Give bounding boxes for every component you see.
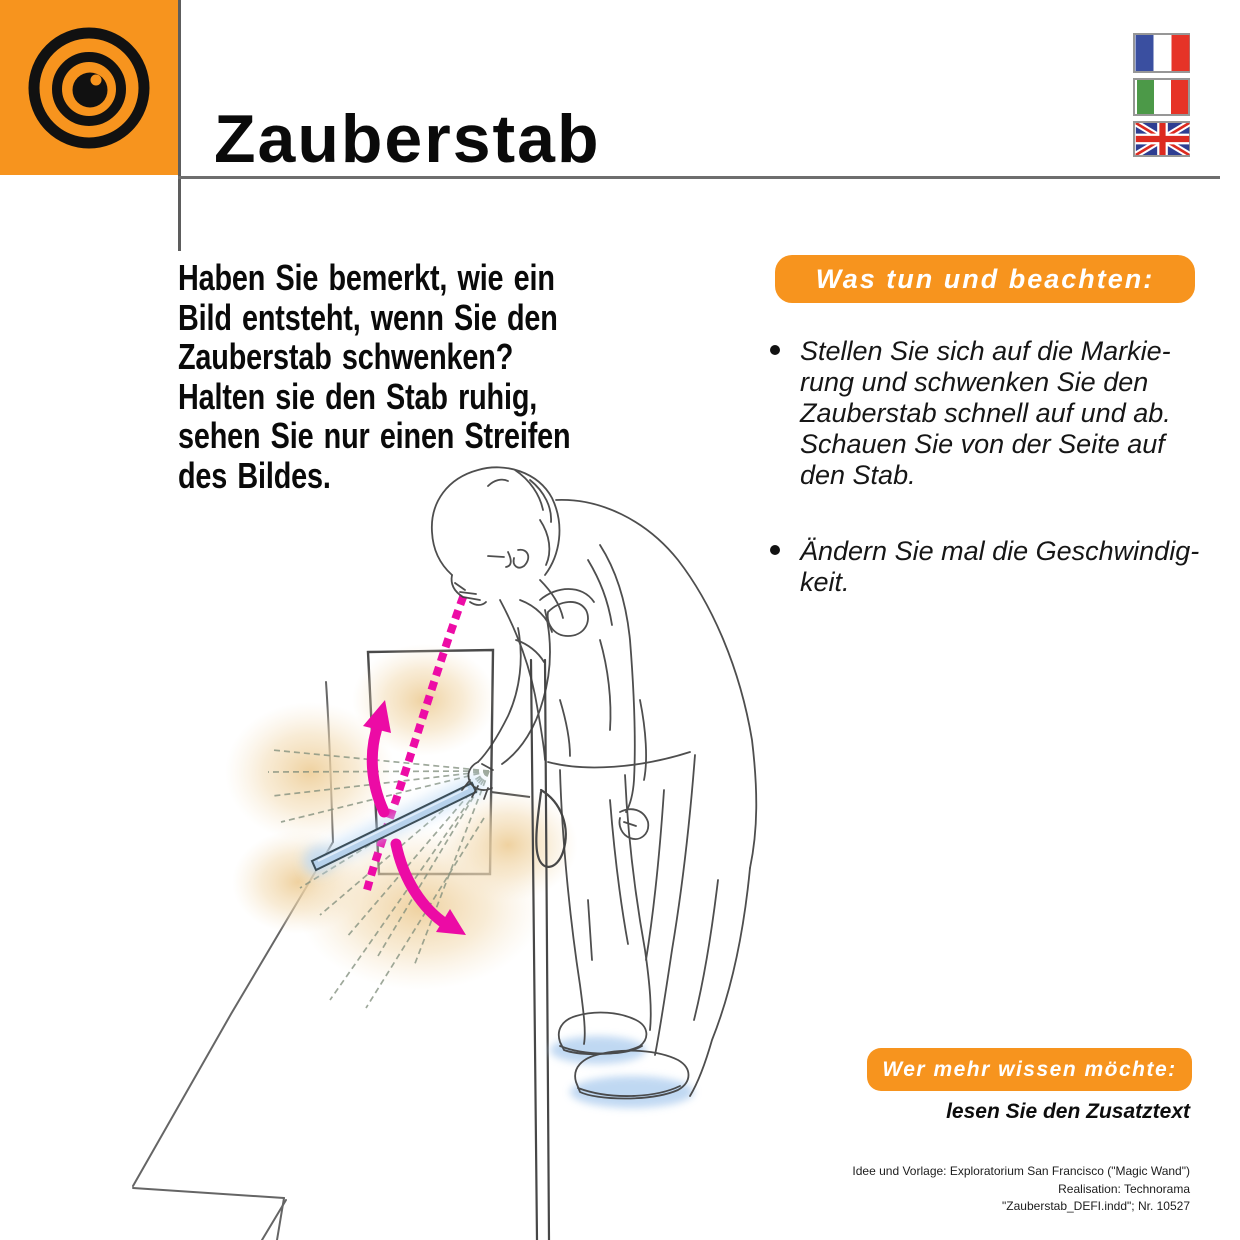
- intro-line: Halten sie den Stab ruhig,: [178, 375, 538, 417]
- italian-flag-icon: [1133, 78, 1190, 116]
- instruction-line: keit.: [800, 567, 850, 597]
- credits-block: [700, 1163, 1190, 1216]
- instruction-line: Stellen Sie sich auf die Markie-: [800, 336, 1171, 366]
- bullet-dot-icon: [770, 345, 780, 355]
- instruction-line: Ändern Sie mal die Geschwindig-: [800, 536, 1200, 566]
- technorama-target-eye-logo: [0, 0, 178, 175]
- french-flag-icon: [1133, 33, 1190, 73]
- stand-post: [531, 660, 566, 1240]
- vertical-rule: [178, 0, 181, 251]
- logo-tile: [0, 0, 178, 175]
- intro-line: Haben Sie bemerkt, wie ein: [178, 257, 555, 298]
- intro-line: sehen Sie nur einen Streifen: [178, 415, 571, 456]
- intro-line: Zauberstab schwenken?: [178, 336, 514, 377]
- uk-flag-icon: [1133, 121, 1190, 157]
- instruction-item: [770, 336, 1210, 491]
- instruction-item: [770, 536, 1210, 598]
- intro-line: des Bildes.: [178, 454, 331, 496]
- bullet-dot-icon: [770, 545, 780, 555]
- credits-line: "Zauberstab_DEFI.indd"; Nr. 10527: [1002, 1199, 1190, 1213]
- instructions-list: [770, 336, 1210, 598]
- more-info-banner: Wer mehr wissen möchte:: [867, 1048, 1192, 1091]
- foot-shadows: [550, 1036, 694, 1108]
- instruction-line: rung und schwenken Sie den: [800, 367, 1149, 397]
- credits-line: Idee und Vorlage: Exploratorium San Francisco ("Magic Wand"): [852, 1164, 1190, 1178]
- instructions-banner: Was tun und beachten:: [775, 255, 1195, 303]
- more-info-text: lesen Sie den Zusatztext: [946, 1100, 1190, 1123]
- instruction-line: Schauen Sie von der Seite auf: [800, 429, 1165, 459]
- instruction-line: Zauberstab schnell auf und ab.: [800, 398, 1171, 428]
- language-flags: [1133, 33, 1190, 162]
- credits-line: Realisation: Technorama: [1058, 1181, 1190, 1196]
- intro-line: Bild entsteht, wenn Sie den: [178, 296, 558, 338]
- intro-paragraph: [178, 258, 626, 495]
- page-title: Zauberstab: [214, 101, 601, 177]
- instruction-line: den Stab.: [800, 460, 916, 490]
